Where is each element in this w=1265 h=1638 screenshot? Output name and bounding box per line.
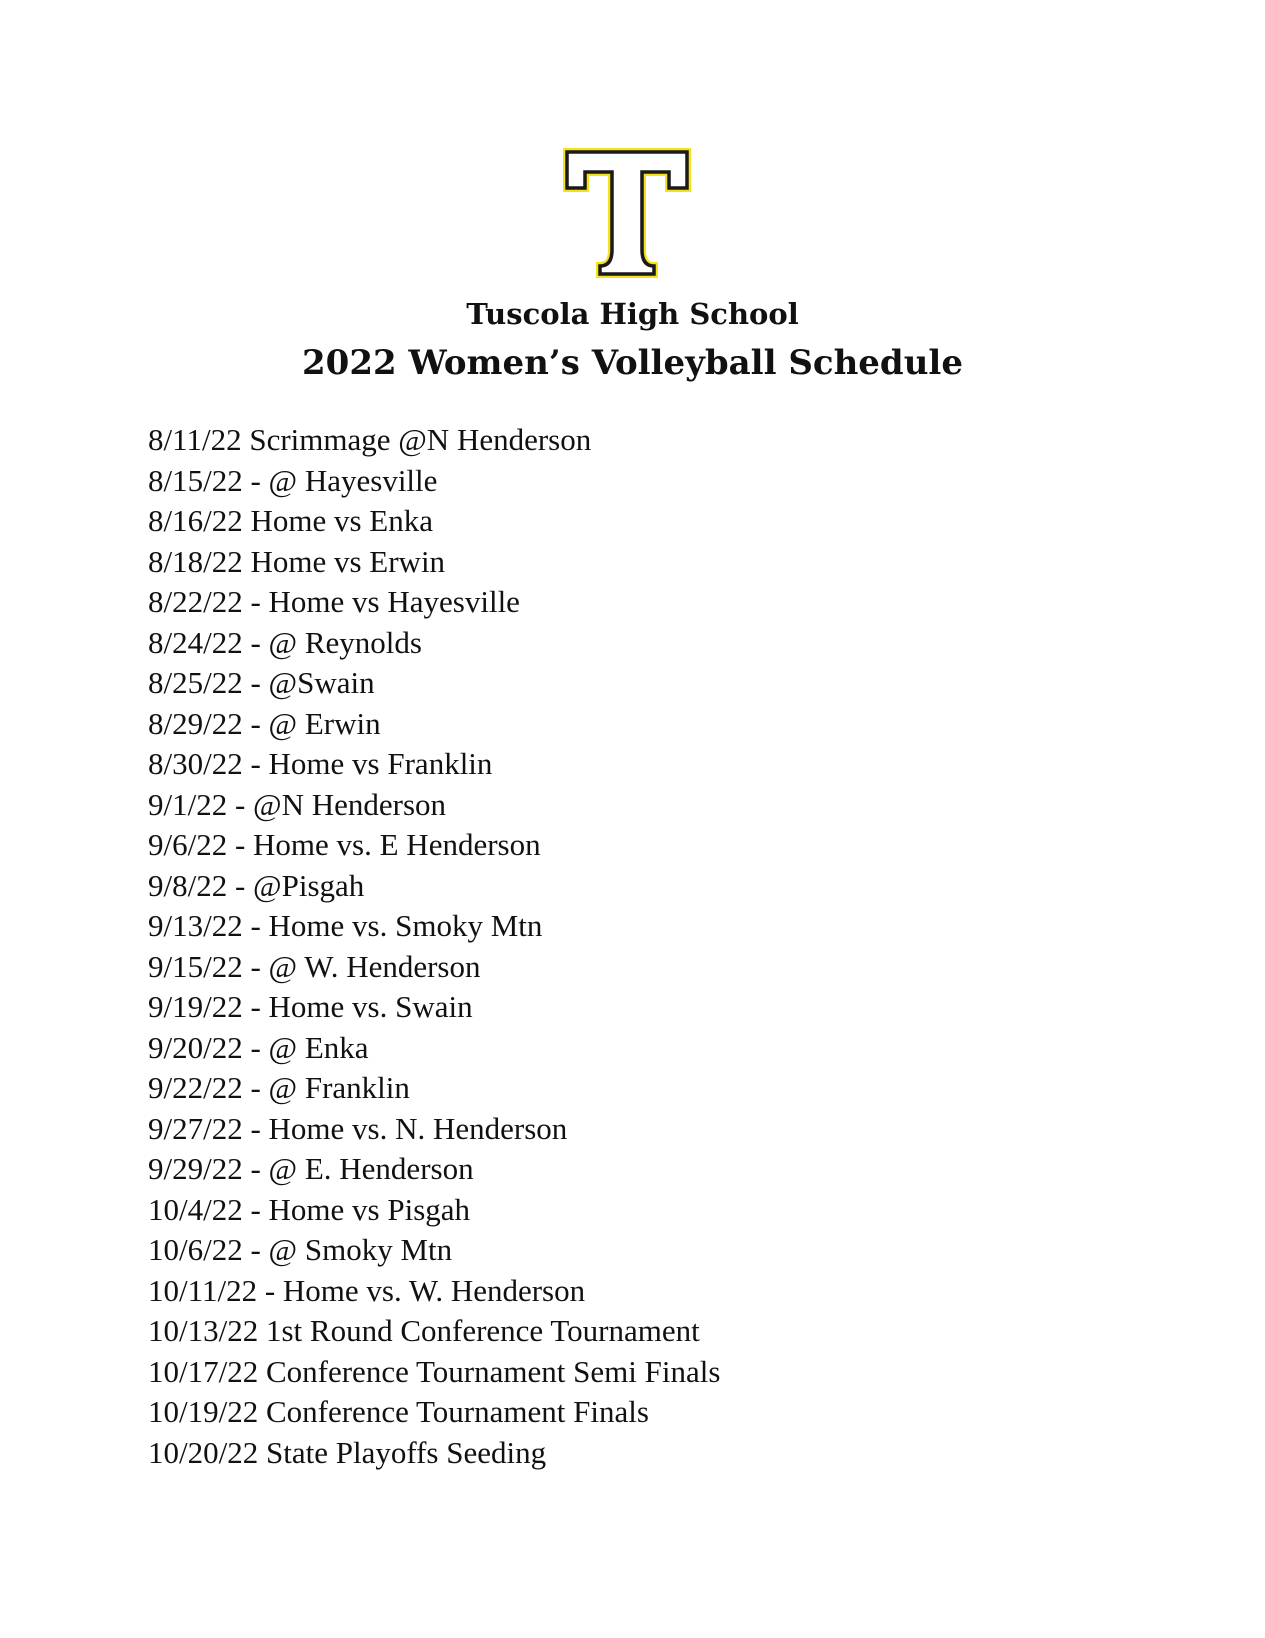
- schedule-item: 8/24/22 - @ Reynolds: [148, 624, 422, 660]
- schedule-item: 9/15/22 - @ W. Henderson: [148, 948, 481, 984]
- schedule-item: 10/20/22 State Playoffs Seeding: [148, 1434, 547, 1470]
- schedule-item: 8/16/22 Home vs Enka: [148, 503, 433, 538]
- schedule-item: 8/25/22 - @Swain: [148, 665, 375, 700]
- schedule-item: 8/30/22 - Home vs Franklin: [148, 746, 493, 781]
- schedule-item: 8/15/22 - @ Hayesville: [148, 462, 438, 498]
- schedule-list: [148, 420, 720, 1473]
- school-name: Tuscola High School: [466, 297, 799, 331]
- schedule-item: 9/29/22 - @ E. Henderson: [148, 1151, 474, 1186]
- schedule-item: 8/29/22 - @ Erwin: [148, 705, 381, 741]
- schedule-item: 10/13/22 1st Round Conference Tournament: [148, 1313, 700, 1348]
- schedule-item: 10/19/22 Conference Tournament Finals: [148, 1394, 649, 1429]
- schedule-title: 2022 Women’s Volleyball Schedule: [302, 343, 963, 383]
- schedule-item: 10/4/22 - Home vs Pisgah: [148, 1191, 471, 1227]
- schedule-item: 9/19/22 - Home vs. Swain: [148, 989, 473, 1024]
- schedule-item: 9/22/22 - @ Franklin: [148, 1070, 410, 1105]
- tuscola-t-logo-icon: [563, 148, 691, 278]
- schedule-item: 9/8/22 - @Pisgah: [148, 867, 365, 903]
- schedule-item: 10/17/22 Conference Tournament Semi Finals: [148, 1353, 721, 1389]
- schedule-item: 9/27/22 - Home vs. N. Henderson: [148, 1110, 568, 1146]
- schedule-item: 9/1/22 - @N Henderson: [148, 786, 447, 822]
- schedule-item: 10/6/22 - @ Smoky Mtn: [148, 1232, 453, 1267]
- schedule-item: 8/18/22 Home vs Erwin: [148, 543, 446, 579]
- schedule-item: 9/6/22 - Home vs. E Henderson: [148, 827, 541, 862]
- schedule-item: 8/11/22 Scrimmage @N Henderson: [148, 422, 592, 457]
- schedule-item: 10/11/22 - Home vs. W. Henderson: [148, 1272, 586, 1308]
- schedule-item: 8/22/22 - Home vs Hayesville: [148, 584, 520, 619]
- schedule-item: 9/20/22 - @ Enka: [148, 1029, 369, 1065]
- schedule-item: 9/13/22 - Home vs. Smoky Mtn: [148, 908, 543, 943]
